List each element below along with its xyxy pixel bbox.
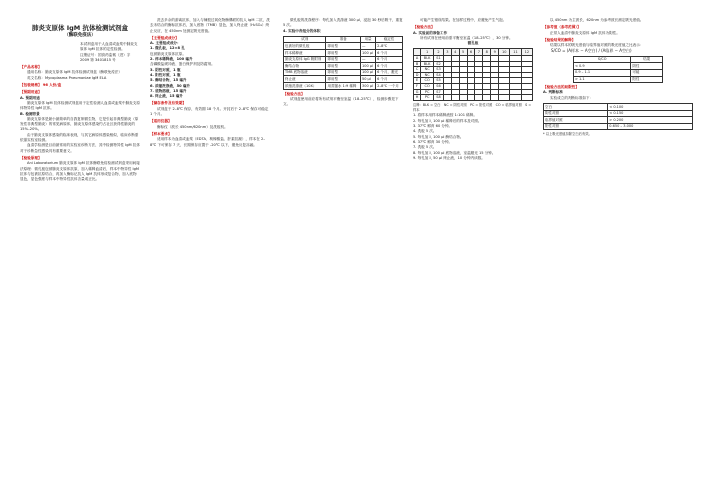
- paragraph: 所有试剂在使用前需平衡至室温（18–25℃），30 分钟。: [420, 35, 513, 40]
- plate-cell: S3: [434, 67, 444, 73]
- table-cell: 2–8℃: [376, 43, 403, 50]
- plate-col-header: 10: [499, 49, 510, 56]
- paragraph: 肺炎支原体 IgM 抗体检测试剂盒用于定性检测人血清或血浆中肺炎支原体特异性 IgM 抗体。: [20, 100, 140, 111]
- table-cell: 样本稀释液: [284, 50, 326, 57]
- document-title: [20, 24, 140, 40]
- step-item: 1. 将样本用样本稀释液按 1:101 稀释。: [413, 113, 477, 118]
- table-cell: 300 μl: [360, 83, 375, 90]
- column-4: [413, 18, 533, 161]
- table-cell: 50 μl: [360, 76, 375, 83]
- component-item: 1. 微孔板，12×8 孔: [150, 46, 185, 51]
- step-item: 9. 每孔加入 50 μl 终止液，10 分钟内读数。: [413, 155, 485, 160]
- plate-cell: NC: [421, 72, 434, 78]
- table-cell: 阳性对照: [544, 123, 608, 130]
- step-item: 2. 每孔加入 100 μl 稀释后的样本及对照。: [413, 118, 482, 123]
- paragraph: 结果以样本的吸光度值与临界值对照的吸光度值之比表示：: [550, 43, 644, 48]
- meta-line: 本试剂盒用于人血清或血浆中肺炎支原体 IgM 抗体的定性检测。: [80, 42, 138, 52]
- plate-title: 微孔板: [467, 41, 479, 46]
- table-row: [544, 104, 693, 111]
- title-line-2: （酶联免疫法）: [64, 33, 96, 38]
- section-heading: 【参考值（参考范围）】: [543, 25, 581, 30]
- plate-col-header: 3: [443, 49, 451, 56]
- paragraph: 试剂盒于 2–8℃ 保存，有效期 18 个月。开封后于 2–8℃ 保存可稳定 1 个月。: [150, 106, 269, 117]
- component-item: 含磷酸盐缓冲液、蛋白保护剂及防腐剂。: [150, 62, 215, 67]
- component-item: A. 主要组成成分：: [150, 41, 181, 46]
- column-2: [150, 18, 270, 148]
- table-cell: 2–8℃ 一个月: [376, 83, 403, 90]
- plate-row: [414, 95, 533, 101]
- column-3: [283, 18, 403, 108]
- table-cell: 临界值对照: [544, 117, 608, 124]
- plate-cell: S4: [434, 72, 444, 78]
- table-row: [284, 69, 403, 76]
- table-cell: 100 μl: [360, 50, 375, 57]
- table-cell: 即用型: [326, 76, 361, 83]
- plate-cell: CO: [421, 78, 434, 84]
- table-cell: 6 个月，避光: [376, 69, 403, 76]
- column-1: [20, 18, 140, 182]
- column-header: 结果: [631, 56, 663, 63]
- section-heading: 【产品名称】: [20, 65, 42, 70]
- section-heading: 【适用仪器】: [150, 119, 172, 124]
- section-heading: 【包装规格】 96 人份/盒: [20, 83, 62, 88]
- plate-cell: BLK: [421, 61, 434, 67]
- component-item: 5. 酶结合物，15 毫升: [150, 78, 187, 83]
- column-header: 稳定性: [376, 36, 403, 43]
- step-item: 8. 每孔加入 100 μl 底物溶液，室温避光 15 分钟。: [413, 150, 496, 155]
- plate-cell: PC: [421, 89, 434, 95]
- plate-cell: C: [414, 67, 421, 73]
- step-item: 6. 37℃ 孵育 30 分钟。: [413, 139, 453, 144]
- sub-heading: A. 判断标准: [543, 90, 563, 95]
- table-row: [284, 56, 403, 63]
- table-row: [544, 117, 693, 124]
- component-item: 2. 样本稀释液，100 毫升: [150, 57, 193, 62]
- plate-cell: PC: [421, 95, 434, 101]
- section-heading: 【样本要求】: [150, 131, 172, 136]
- plate-cell: A: [414, 56, 421, 62]
- plate-header-row: [414, 49, 533, 56]
- plate-cell: S7: [434, 89, 444, 95]
- sub-heading: A. 预期用途: [20, 95, 40, 100]
- table-cell: 酶结合物: [284, 63, 326, 70]
- sub-heading: A. 实验前的准备工作: [413, 30, 448, 35]
- paragraph: 适用样本为血清或血浆（EDTA、枸橼酸盐、肝素抗凝），样本在 2–8℃ 下可保存 7 天，长期保存应置于 -20℃ 以下，避免反复冻融。: [150, 137, 266, 147]
- table-row: [284, 63, 403, 70]
- column-header: 用量: [360, 36, 375, 43]
- table-row: [284, 50, 403, 57]
- table-cell: 空白: [544, 104, 608, 111]
- table-cell: 即用型: [326, 63, 361, 70]
- table-cell: 6 个月: [376, 63, 403, 70]
- paragraph: 通用名称：肺炎支原体 IgM 抗体检测试剂盒（酶联免疫法）: [27, 70, 122, 75]
- table-row: [544, 110, 693, 117]
- document-meta: [20, 42, 140, 63]
- result-formula: S/CO = (A样本 − A空白) / (A临界 − A空白): [551, 48, 632, 54]
- plate-col-header: 8: [483, 49, 491, 56]
- section-heading: 【检验结果的解释】: [543, 37, 576, 42]
- plate-cell: S6: [434, 84, 444, 90]
- table-cell: 即用型: [326, 69, 361, 76]
- plate-col-header: 4: [451, 49, 459, 56]
- table-cell: 即用型: [326, 43, 361, 50]
- meta-line: 注册证号：国食药监械（进）字 2009 第 3401815 号: [80, 52, 131, 62]
- table-cell: < 0.9: [574, 63, 631, 70]
- step-item: 7. 洗板 5 次。: [413, 145, 437, 150]
- column-header: 试剂: [284, 36, 326, 43]
- plate-cell: F: [414, 84, 421, 90]
- table-cell: > 0.200: [608, 117, 693, 124]
- table-header-row: [574, 56, 663, 63]
- section-heading: 【预期用途】: [20, 90, 42, 95]
- paragraph: Ani Laboratorium 肺炎支原体 IgM 抗体酶联免疫检测试剂盒采用间接法原理：微孔板包被肺炎支原体抗原，加入稀释血清后，样本中特异性 IgM 抗体与包被抗原结合，再加入酶标记抗人 IgM 抗体形成复合物，加入底物显色，显色强度与样本中特异性抗体含量成正比。: [20, 161, 140, 182]
- table-header-row: [284, 36, 403, 43]
- plate-col-header: 1: [421, 49, 434, 56]
- table-cell: TMB 底物溶液: [284, 69, 326, 76]
- table-row: [284, 83, 403, 90]
- table-cell: 6 个月: [376, 56, 403, 63]
- plate-cell: B: [414, 61, 421, 67]
- plate-cell: S1: [434, 56, 444, 62]
- table-row: [574, 76, 663, 83]
- plate-cell: E: [414, 78, 421, 84]
- component-item: 包被肺炎支原体抗原。: [150, 51, 186, 56]
- plate-cell: NC: [421, 67, 434, 73]
- table-cell: 可疑: [631, 69, 663, 76]
- section-heading: 【检验方法】: [283, 91, 305, 96]
- table-cell: < 0.150: [608, 110, 693, 117]
- paragraph: 实验成立的判断标准如下：: [550, 95, 594, 100]
- plate-cell: H: [414, 95, 421, 101]
- plate-col-header: 2: [434, 49, 444, 56]
- table-cell: 100 μl: [360, 63, 375, 70]
- paragraph: 可能产生错误结果。在加样过程中，应避免产生气泡。: [420, 18, 507, 22]
- validity-table: [543, 103, 693, 130]
- paragraph: 以 450nm 为主波长，620nm 为参考波长测定吸光度值。: [550, 18, 644, 22]
- column-header: 准备: [326, 36, 361, 43]
- paragraph: 微孔板的洗涤程序：每孔加入洗涤液 300 μl，浸泡 30 秒后吸干，重复 5 次。: [283, 18, 403, 28]
- paragraph: 试剂盒使用前应将所有试剂平衡至室温（18–25℃），检测步骤见下文。: [283, 96, 399, 107]
- table-cell: 0.650 – 3.000: [608, 123, 693, 130]
- section-heading: 【检验方法的局限性】: [543, 85, 579, 90]
- paragraph: 正常人血清中肺炎支原体 IgM 抗体为阴性。: [550, 30, 620, 35]
- paragraph: 洗去多余的游离抗体，加入与辣根过氧化物酶偶联的抗人 IgM 二抗，洗去未结合的酶标抗体后，加入底物（TMB）显色，加入终止液（H₂SO₄）终止反应，在 450nm 处测定吸光度值。: [150, 18, 270, 33]
- plate-col-header: 5: [459, 49, 467, 56]
- paragraph: 血清学检测是目前最常用的实验室诊断方法，其中检测特异性 IgM 抗体对于诊断急性感染具有重要意义。: [20, 143, 140, 153]
- paragraph: 肺炎支原体是最小最简单的自我复制微生物，它是引起非典型肺炎（原发性非典型肺炎）的常见病原体，肺炎支原体感染约占社区获得性肺炎的 15%–20%。: [20, 116, 139, 132]
- result-table: [573, 56, 663, 83]
- table-row: [284, 43, 403, 50]
- component-item: 4. 阳性对照，1 瓶: [150, 72, 181, 77]
- table-cell: 用蒸馏水 1:9 稀释: [326, 83, 361, 90]
- section-heading: 【检验原理】: [20, 155, 42, 160]
- plate-col-header: 11: [510, 49, 521, 56]
- plate-layout-table: [413, 48, 533, 100]
- paragraph: 英文名称：Mycoplasma Pneumoniae IgM ELA: [27, 75, 107, 80]
- plate-col-header: 12: [521, 49, 532, 56]
- table-row: [544, 123, 693, 130]
- plate-cell: S5: [434, 78, 444, 84]
- component-item: 6. 浓缩洗涤液，50 毫升: [150, 83, 191, 88]
- step-item: 3. 37℃ 孵育 60 分钟。: [413, 124, 453, 129]
- plate-cell: S2: [434, 61, 444, 67]
- sub-heading: B. 检测背景: [20, 111, 40, 116]
- table-cell: < 0.100: [608, 104, 693, 111]
- column-5: [543, 18, 693, 138]
- step-item: 4. 洗板 5 次。: [413, 129, 437, 134]
- paragraph: 由于肺炎支原体感染的临床表现，与其它病原体感染相似，临床诊断需依靠实验室检测。: [20, 132, 139, 143]
- table-cell: 包被好的微孔板: [284, 43, 326, 50]
- table-cell: 肺炎支原体 IgG 吸附剂: [284, 56, 326, 63]
- table-cell: 即用型: [326, 50, 361, 57]
- table-cell: 6 个月: [376, 50, 403, 57]
- section-heading: 【储存条件及有效期】: [150, 101, 186, 106]
- plate-cell: S8: [434, 95, 444, 101]
- table-cell: 阴性: [631, 63, 663, 70]
- component-item: 3. 阴性对照，1 瓶: [150, 67, 181, 72]
- plate-col-header: 9: [491, 49, 499, 56]
- table-cell: —: [360, 56, 375, 63]
- plate-col-header: 6: [467, 49, 475, 56]
- validity-note: * 以上吸光度值扣除空白后有效。: [543, 132, 592, 137]
- title-line-1: 肺炎支原体 IgM 抗体检测试剂盒: [31, 24, 129, 32]
- table-cell: 0.9 – 1.1: [574, 69, 631, 76]
- section-heading: 【主要组成成分】: [150, 35, 179, 40]
- plate-note: 注释：BLK = 空白 NC = 阴性对照 PC = 阳性对照 CO = 临界值对照 S = 样本: [413, 102, 532, 113]
- plate-cell: G: [414, 89, 421, 95]
- table-cell: 即用型: [326, 56, 361, 63]
- section-heading: 【检验方法】: [413, 25, 435, 30]
- table-cell: 100 μl: [360, 69, 375, 76]
- component-item: 8. 终止液，15 毫升: [150, 94, 183, 99]
- reagent-table: [283, 36, 403, 90]
- plate-cell: CO: [421, 84, 434, 90]
- table-cell: 阴性对照: [544, 110, 608, 117]
- table-cell: 浓缩洗涤液（10X）: [284, 83, 326, 90]
- paragraph: 酶标仪（波长 450nm/620nm）及洗板机。: [157, 124, 228, 129]
- table-cell: > 1.1: [574, 76, 631, 83]
- component-item: 7. 底物溶液，15 毫升: [150, 88, 187, 93]
- table-row: [574, 63, 663, 70]
- table-cell: —: [360, 43, 375, 50]
- step-item: 5. 每孔加入 100 μl 酶结合物。: [413, 134, 464, 139]
- table-row: [574, 69, 663, 76]
- table-cell: 终止液: [284, 76, 326, 83]
- plate-col-header: [414, 49, 421, 56]
- plate-cell: BLK: [421, 56, 434, 62]
- table-cell: 6 个月: [376, 76, 403, 83]
- plate-cell: D: [414, 72, 421, 78]
- table-row: [284, 76, 403, 83]
- plate-col-header: 7: [475, 49, 483, 56]
- table-title: 4. 实验中各组分的体积: [283, 28, 321, 33]
- column-header: S/CO: [574, 56, 631, 63]
- table-cell: 阳性: [631, 76, 663, 83]
